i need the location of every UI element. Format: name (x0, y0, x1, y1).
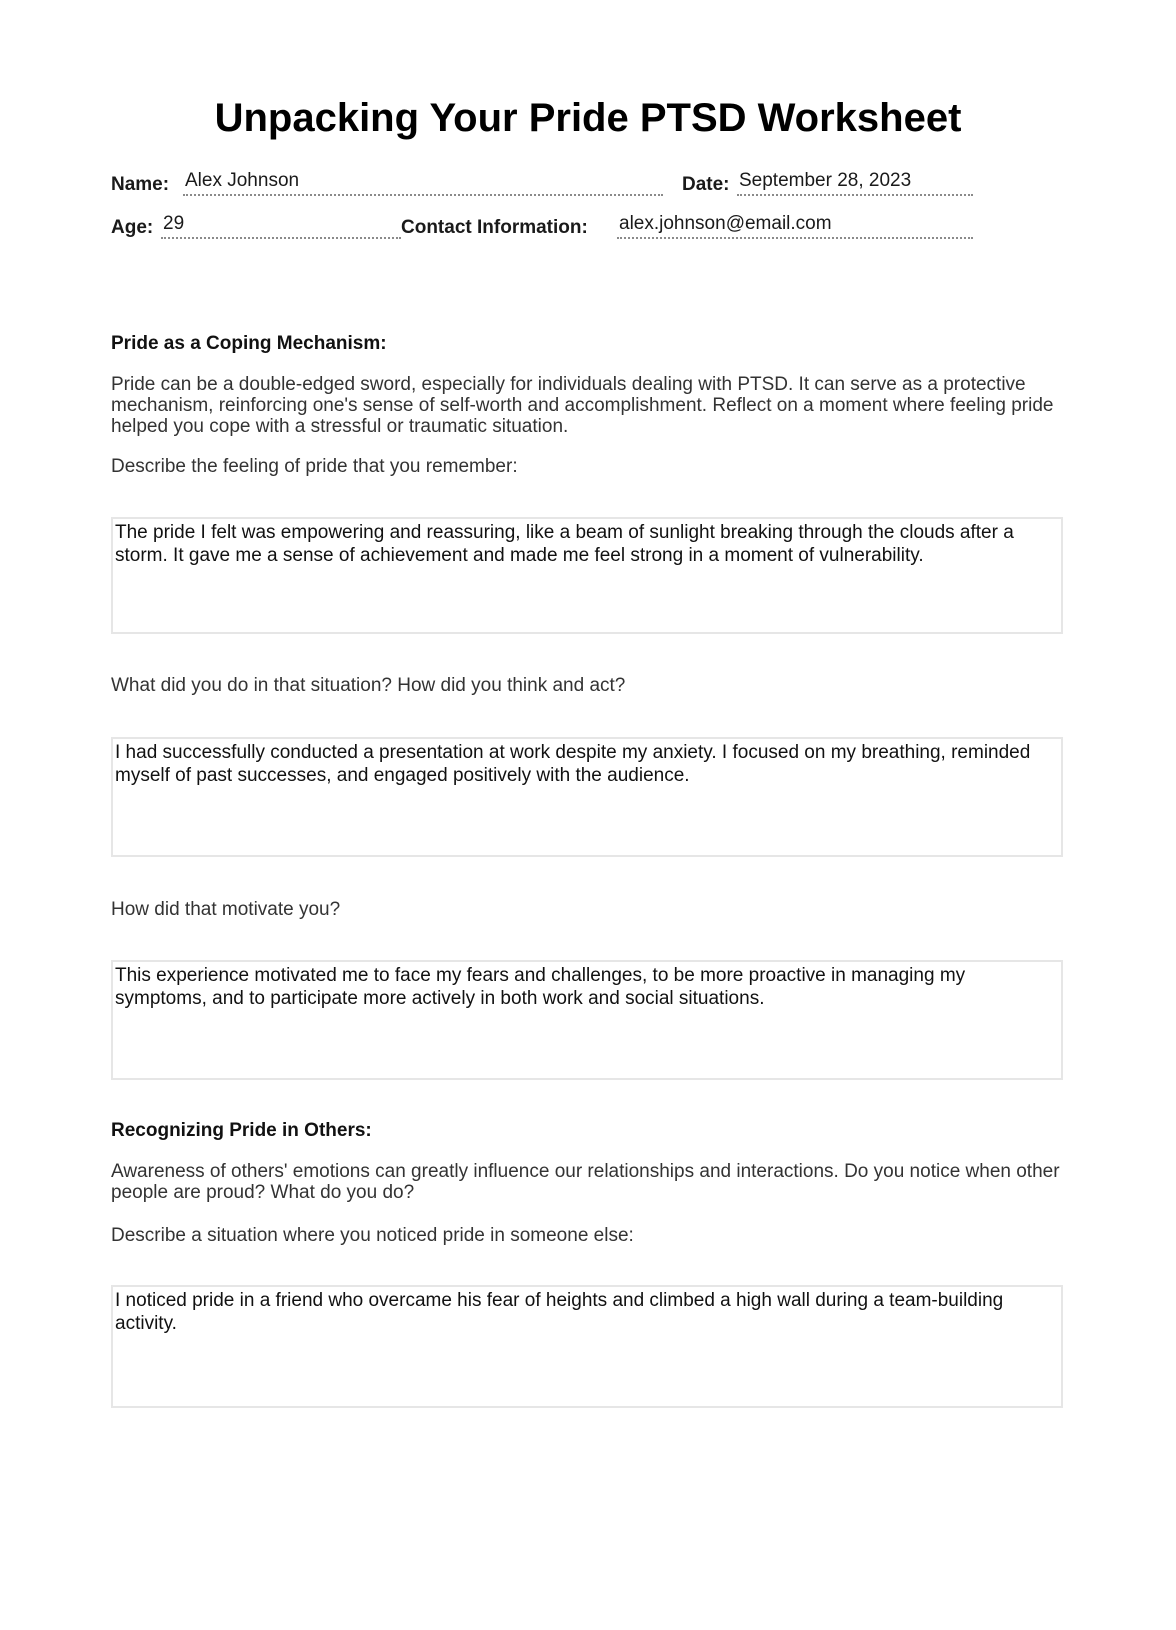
question-prompt-motivation: How did that motivate you? (111, 899, 341, 920)
age-contact-row (111, 213, 1051, 243)
answer-box-others[interactable]: I noticed pride in a friend who overcame his fear of heights and climbed a high wall during a team-building activity. (111, 1285, 1063, 1408)
answer-box-motivation[interactable]: This experience motivated me to face my fears and challenges, to be more proactive in managing my symptoms, and to participate more actively in both work and social situations. (111, 960, 1063, 1080)
section-intro-coping: Pride can be a double-edged sword, especially for individuals dealing with PTSD. It can serve as a protective mechanism, reinforcing one's sense of self-worth and accomplishment. Reflect on a moment where feeling pride helped you cope with a stressful or traumatic situation. (111, 374, 1054, 437)
question-prompt-others: Describe a situation where you noticed pride in someone else: (111, 1225, 634, 1246)
answer-box-actions[interactable]: I had successfully conducted a presentation at work despite my anxiety. I focused on my breathing, reminded myself of past successes, and engaged positively with the audience. (111, 737, 1063, 857)
section-intro-others: Awareness of others' emotions can greatly influence our relationships and interactions. Do you notice when other people are proud? What do you do? (111, 1161, 1060, 1203)
section-heading-others: Recognizing Pride in Others: (111, 1120, 372, 1141)
answer-box-feeling[interactable]: The pride I felt was empowering and reassuring, like a beam of sunlight breaking through the clouds after a storm. It gave me a sense of achievement and made me feel strong in a moment of vulnerability. (111, 517, 1063, 634)
question-prompt-actions: What did you do in that situation? How did you think and act? (111, 675, 626, 696)
name-label: Name: (111, 174, 170, 195)
age-label: Age: (111, 217, 154, 238)
age-field[interactable]: 29 (161, 213, 401, 239)
date-label: Date: (682, 174, 730, 195)
name-field[interactable]: Alex Johnson (183, 170, 663, 196)
page-title: Unpacking Your Pride PTSD Worksheet (214, 96, 962, 140)
contact-label: Contact Information: (401, 217, 588, 238)
name-date-row (111, 170, 1051, 200)
section-heading-coping: Pride as a Coping Mechanism: (111, 333, 387, 354)
question-prompt-feeling: Describe the feeling of pride that you remember: (111, 456, 518, 477)
date-field[interactable]: September 28, 2023 (737, 170, 973, 196)
contact-field[interactable]: alex.johnson@email.com (617, 213, 973, 239)
